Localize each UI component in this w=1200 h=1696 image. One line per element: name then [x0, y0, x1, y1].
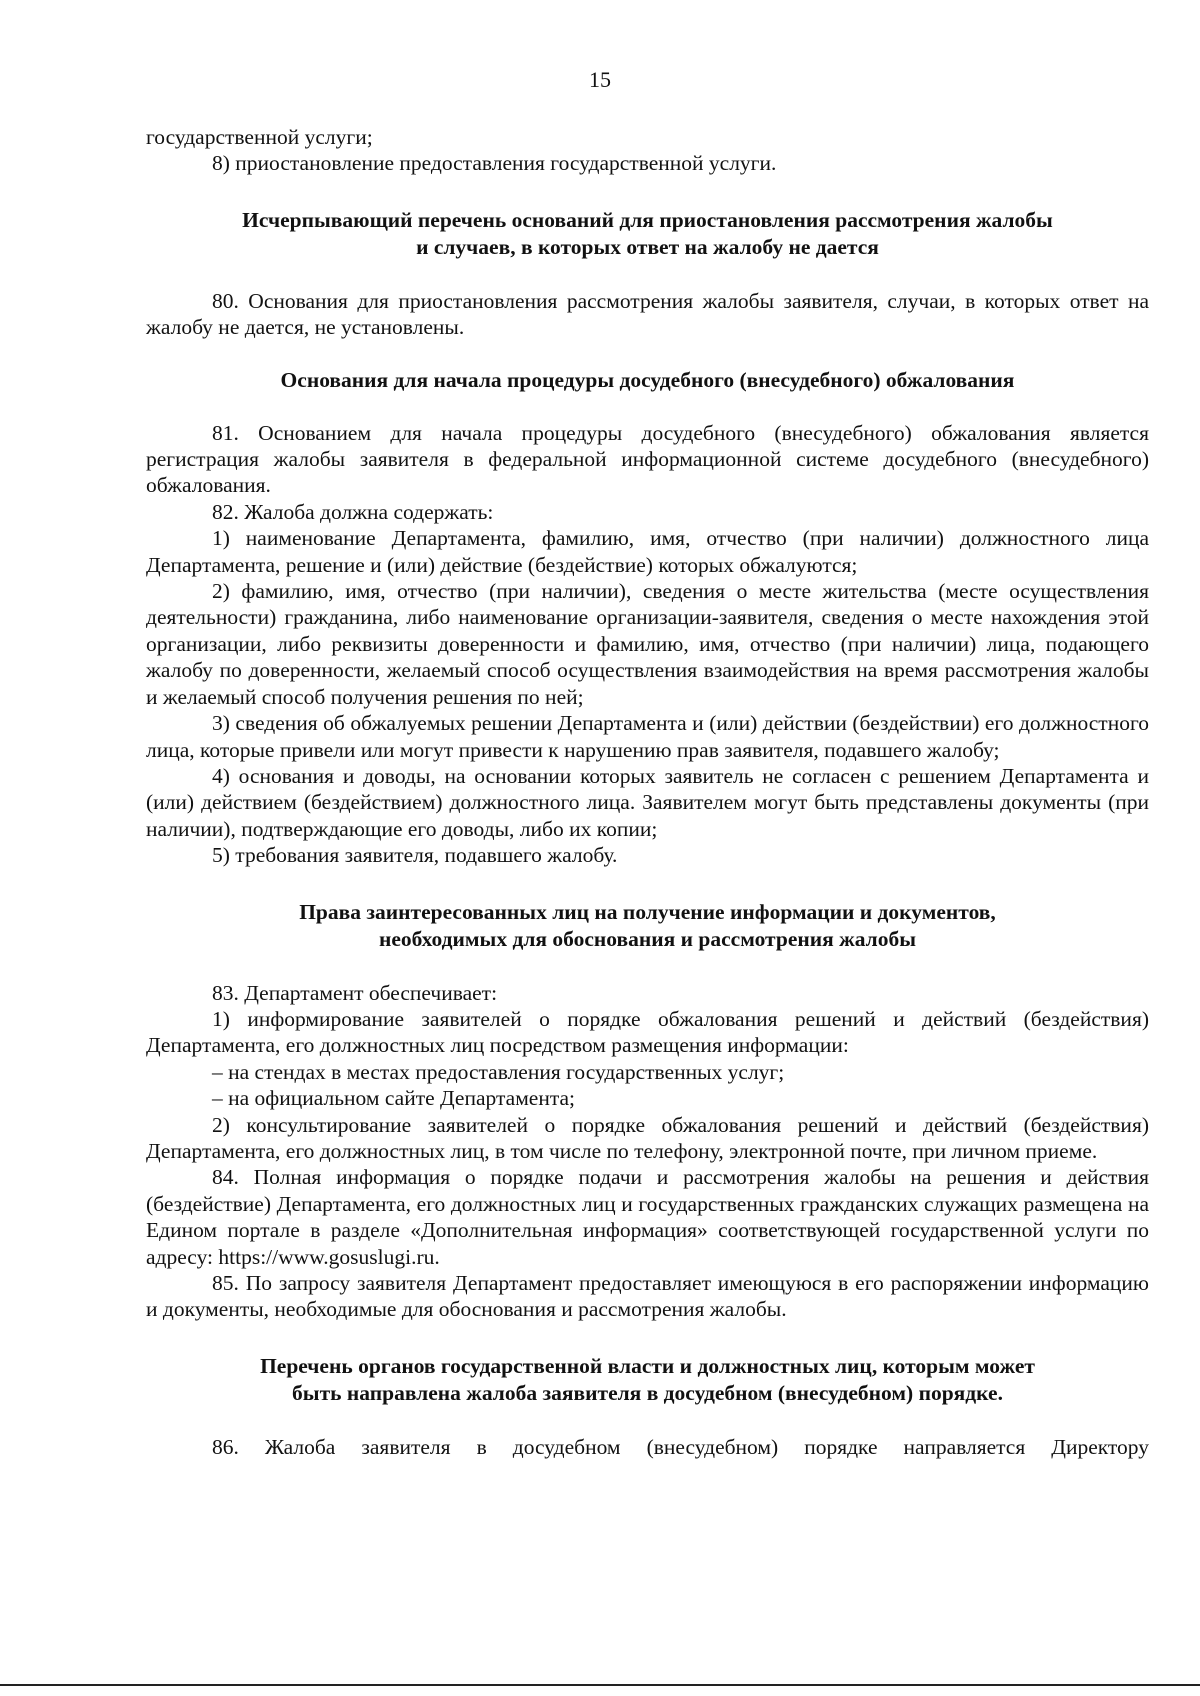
heading-line: Основания для начала процедуры досудебного (внесудебного) обжалования [280, 367, 1015, 392]
scan-bottom-edge [0, 1684, 1200, 1686]
heading-line: быть направлена жалоба заявителя в досудебном (внесудебном) порядке. [292, 1380, 1003, 1405]
paragraph-82-item-2: 2) фамилию, имя, отчество (при наличии), сведения о месте жительства (месте осуществления деятельности) гражданина, либо наименование организации-заявителя, сведения о месте нахождения этой организации, либо реквизиты доверенности и фамилию, имя, отчество (при наличии) лица, подающего жалобу по доверенности, желаемый способ осуществления взаимодействия на время рассмотрения жалобы и желаемый способ получения решения по ней; [146, 579, 1149, 709]
paragraph-84: 84. Полная информация о порядке подачи и рассмотрения жалобы на решения и действия (бездействие) Департамента, его должностных лиц и государственных гражданских служащих размещена на Едином портале в разделе «Дополнительная информация» соответствующей государственной услуги по адресу: https://www.gosuslugi.ru. [146, 1165, 1149, 1269]
paragraph-83: 83. Департамент обеспечивает: [212, 980, 498, 1005]
paragraph-continuation: государственной услуги; [146, 125, 373, 149]
paragraph-83-bullet-website: – на официальном сайте Департамента; [212, 1086, 576, 1111]
paragraph-83-item-1: 1) информирование заявителей о порядке обжалования решений и действий (бездействия) Департамента, его должностных лиц посредством размещения информации: [146, 1006, 1149, 1058]
heading-line: Права заинтересованных лиц на получение информации и документов, [299, 899, 996, 924]
heading-line: необходимых для обоснования и рассмотрения жалобы [378, 926, 917, 951]
paragraph-86: 86. Жалоба заявителя в досудебном (внесудебном) порядке направляется Директору [212, 1434, 1149, 1459]
paragraph-82-item-3: 3) сведения об обжалуемых решении Департамента и (или) действии (бездействии) его должностного лица, которые привели или могут привести к нарушению прав заявителя, подавшего жалобу; [146, 711, 1149, 762]
heading-line: и случаев, в которых ответ на жалобу не дается [416, 234, 879, 259]
section-heading-appeal-start [146, 367, 1149, 394]
paragraph-82-item-4: 4) основания и доводы, на основании которых заявитель не согласен с решением Департамента и (или) действием (бездействием) должностного лица. Заявителем могут быть представлены документы (при наличии), подтверждающие его доводы, либо их копии; [146, 763, 1149, 841]
paragraph-81: 81. Основанием для начала процедуры досудебного (внесудебного) обжалования является регистрация жалобы заявителя в федеральной информационной системе досудебного (внесудебного) обжалования. [146, 420, 1149, 498]
list-item-8: 8) приостановление предоставления государственной услуги. [212, 151, 777, 176]
section-heading-rights-to-information [146, 899, 1149, 953]
paragraph-82-item-5: 5) требования заявителя, подавшего жалобу. [212, 843, 618, 868]
section-heading-suspension-grounds [146, 207, 1149, 261]
paragraph-85: 85. По запросу заявителя Департамент предоставляет имеющуюся в его распоряжении информацию и документы, необходимые для обоснования и рассмотрения жалобы. [146, 1271, 1149, 1322]
heading-line: Исчерпывающий перечень оснований для приостановления рассмотрения жалобы [242, 207, 1053, 232]
document-body [146, 124, 1149, 1460]
paragraph-82-item-1: 1) наименование Департамента, фамилию, имя, отчество (при наличии) должностного лица Департамента, решение и (или) действие (бездействие) которых обжалуются; [146, 526, 1149, 577]
paragraph-83-bullet-stands: – на стендах в местах предоставления государственных услуг; [212, 1059, 785, 1084]
page-number: 15 [589, 67, 611, 92]
paragraph-83-item-2: 2) консультирование заявителей о порядке обжалования решений и действий (бездействия) Департамента, его должностных лиц, в том числе по телефону, электронной почте, при личном приеме. [146, 1112, 1149, 1163]
paragraph-80: 80. Основания для приостановления рассмотрения жалобы заявителя, случаи, в которых ответ на жалобу не дается, не установлены. [146, 288, 1149, 340]
heading-line: Перечень органов государственной власти и должностных лиц, которым может [260, 1353, 1035, 1378]
paragraph-82: 82. Жалоба должна содержать: [212, 499, 494, 524]
section-heading-authorities-list [146, 1353, 1149, 1407]
